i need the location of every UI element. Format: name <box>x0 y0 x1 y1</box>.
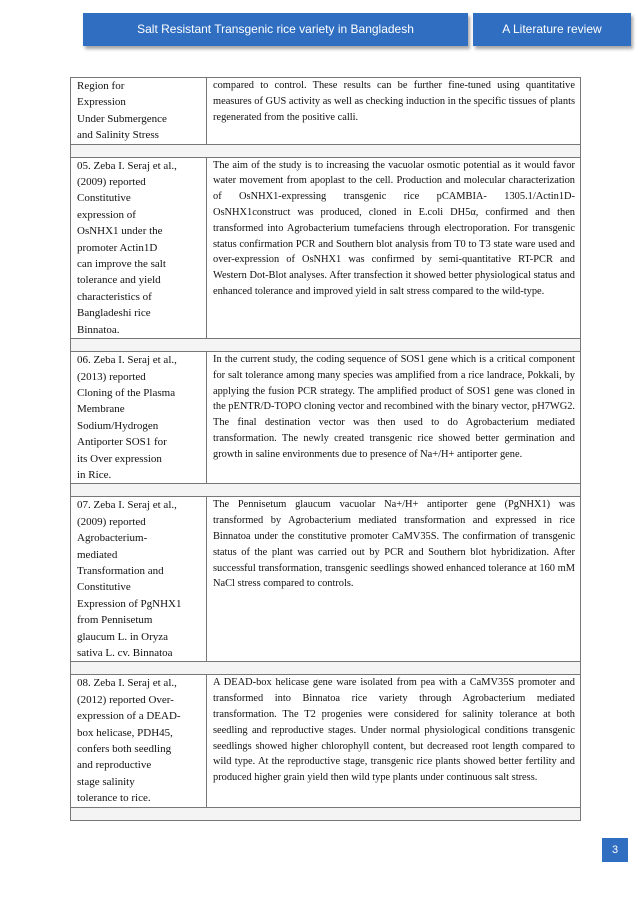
citation-cell: 08. Zeba I. Seraj et al., (2012) reported Over- expression of a DEAD- box helicase, PDH45, confers both seedling and reproductive stage salinity tolerance to rice. <box>71 675 207 807</box>
table-row <box>71 78 581 145</box>
summary-cell: The Pennisetum glaucum vacuolar Na+/H+ antiporter gene (PgNHX1) was transformed by Agrobacterium mediated transformation and expressed in rice Binnatoa under the constitutive promoter CaMV35S. The confirmation of transgenic status of the plant was carried out by PCR and Southern blot hybridization. After successful transformation, transgenic seedlings showed enhanced tolerance at 160 mM NaCl stress compared to controls. <box>207 497 581 662</box>
citation-cell: Region for Expression Under Submergence and Salinity Stress <box>71 78 207 145</box>
page-header <box>83 13 631 46</box>
row-spacer <box>71 807 581 820</box>
table-row <box>71 675 581 807</box>
table-row <box>71 497 581 662</box>
summary-cell: compared to control. These results can be further fine-tuned using quantitative measures of GUS activity as well as checking induction in the specific tissues of plants regenerated from the positive calli. <box>207 78 581 145</box>
literature-table <box>70 77 581 821</box>
summary-cell: A DEAD-box helicase gene ware isolated from pea with a CaMV35S promoter and transformed into Binnatoa rice variety through Agrobacterium mediated transformation. The T2 progenies were considered for salinity tolerance at both seedling and reproductive stages. Under normal physiological conditions transgenic seedlings showed higher chlorophyll content, but decreased root length compared to wild type. At the reproductive stage, transgenic rice plants showed better fertility and produced higher grain yield then wild type plants under continuous salt stress. <box>207 675 581 807</box>
table-row <box>71 352 581 484</box>
header-section: A Literature review <box>473 13 631 46</box>
table-row <box>71 157 581 338</box>
row-spacer <box>71 662 581 675</box>
citation-cell: 05. Zeba I. Seraj et al., (2009) reported Constitutive expression of OsNHX1 under the promoter Actin1D can improve the salt tolerance and yield characteristics of Bangladeshi rice Binnatoa. <box>71 157 207 338</box>
citation-cell: 06. Zeba I. Seraj et al., (2013) reported Cloning of the Plasma Membrane Sodium/Hydrogen Antiporter SOS1 for its Over expression in Rice. <box>71 352 207 484</box>
summary-cell: The aim of the study is to increasing the vacuolar osmotic potential as it would favor water movement from apoplast to the cell. Production and molecular characterization of OsNHX1-expressing transgenic rice pCAMBIA- 1305.1/Actin1D-OsNHX1construct was produced, cloned in E.coli DH5α, confirmed and then transformed into Agrobacterium tumefaciens through electroporation. For transgenic status confirmation PCR and Southern blot analysis from T0 to T3 state ware used and over-expression of OsNHX1 was confirmed by semi-quantitative RT-PCR and Western Dot-Blot analyses. After transfection it showed better physiological status and enhanced tolerance and improved yield in salt stress compared to the wild-type. <box>207 157 581 338</box>
row-spacer <box>71 144 581 157</box>
row-spacer <box>71 339 581 352</box>
header-title: Salt Resistant Transgenic rice variety in Bangladesh <box>83 13 468 46</box>
citation-cell: 07. Zeba I. Seraj et al., (2009) reported Agrobacterium- mediated Transformation and Constitutive Expression of PgNHX1 from Pennisetum glaucum L. in Oryza sativa L. cv. Binnatoa <box>71 497 207 662</box>
summary-cell: In the current study, the coding sequence of SOS1 gene which is a critical component for salt tolerance among many species was amplified from a rice landrace, Pokkali, by applying the fusion PCR strategy. The amplified product of SOS1 gene was cloned in the pENTR/D-TOPO cloning vector and recombined with the binary vector, pH7WG2. The final destination vector was then used to do Agrobacterium mediated transformation. The newly created transgenic rice showed better germination and growth in saline environments due to presence of Na+/H+ antiporter gene. <box>207 352 581 484</box>
row-spacer <box>71 484 581 497</box>
page-number: 3 <box>602 838 628 862</box>
